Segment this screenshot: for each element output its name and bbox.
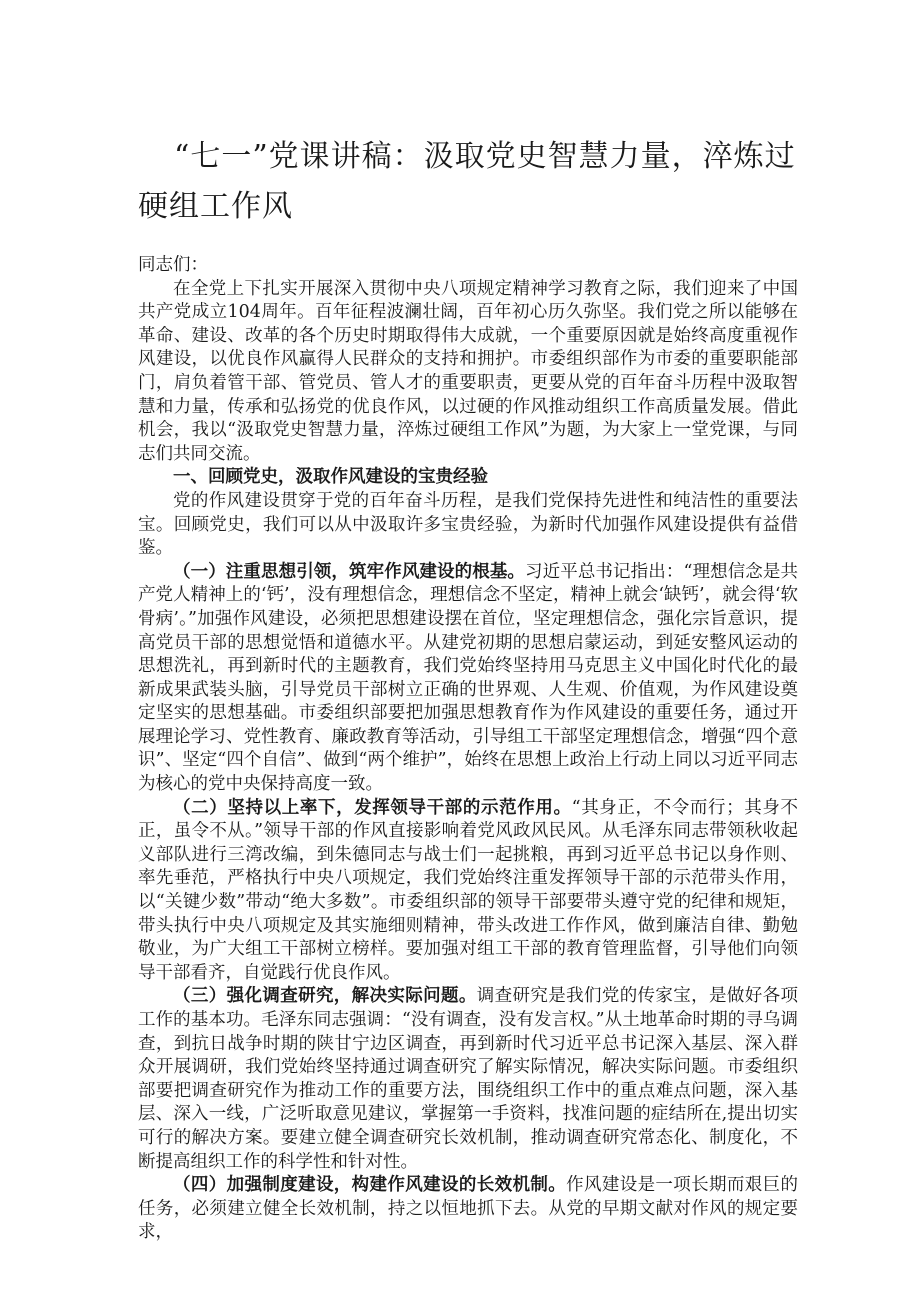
point-paragraph-3: [138, 985, 798, 1174]
salutation: 同志们：: [138, 255, 208, 275]
intro-paragraph: 在全党上下扎实开展深入贯彻中央八项规定精神学习教育之际，我们迎来了中国共产党成立104周年。百年征程波澜壮阔，百年初心历久弥坚。我们党之所以能够在革命、建设、改革的各个历史时期取得伟大成就，一个重要原因就是始终高度重视作风建设，以优良作风赢得人民群众的支持和拥护。市委组织部作为市委的重要职能部门，肩负着管干部、管党员、管人才的重要职责，更要从党的百年奋斗历程中汲取智慧和力量，传承和弘扬党的优良作风，以过硬的作风推动组织工作高质量发展。借此机会，我以“汲取党史智慧力量，淬炼过硬组工作风”为题，为大家上一堂党课，与同志们共同交流。: [138, 278, 798, 464]
point-body-1: 习近平总书记指出：“理想信念是共产党人精神上的‘钙’，没有理想信念，理想信念不坚定，精神上就会‘缺钙’，就会得‘软骨病’。”加强作风建设，必须把思想建设摆在首位，坚定理想信念，强化宗旨意识，提高党员干部的思想觉悟和道德水平。从建党初期的思想启蒙运动，到延安整风运动的思想洗礼，再到新时代的主题教育，我们党始终坚持用马克思主义中国化时代化的最新成果武装头脑，引导党员干部树立正确的世界观、人生观、价值观，为作风建设奠定坚实的思想基础。市委组织部要把加强思想教育作为作风建设的重要任务，通过开展理论学习、党性教育、廉政教育等活动，引导组工干部坚定理想信念，增强“四个意识”、坚定“四个自信”、做到“两个维护”，始终在思想上政治上行动上同以习近平同志为核心的党中央保持高度一致。: [138, 561, 798, 795]
point-lead-2: （二）坚持以上率下，发挥领导干部的示范作用。: [173, 797, 572, 818]
point-lead-4: （四）加强制度建设，构建作风建设的长效机制。: [173, 1175, 567, 1196]
section-intro-paragraph: 党的作风建设贯穿于党的百年奋斗历程，是我们党保持先进性和纯洁性的重要法宝。回顾党史，我们可以从中汲取许多宝贵经验，为新时代加强作风建设提供有益借鉴。: [138, 490, 798, 559]
point-paragraph-2: [138, 797, 798, 986]
document-page: [138, 132, 798, 1245]
point-lead-1: （一）注重思想引领，筑牢作风建设的根基。: [173, 561, 526, 582]
point-body-4: 作风建设是一项长期而艰巨的任务，必须建立健全长效机制，持之以恒地抓下去。从党的早期文献对作风的规定要求，: [138, 1175, 799, 1243]
point-paragraph-1: [138, 561, 798, 797]
point-lead-3: （三）强化调查研究，解决实际问题。: [173, 986, 477, 1007]
point-body-2: “其身正，不令而行；其身不正，虽令不从。”领导干部的作风直接影响着党风政风民风。从毛泽东同志带领秋收起义部队进行三湾改编，到朱德同志与战士们一起挑粮，再到习近平总书记以身作则、率先垂范，严格执行中央八项规定，我们党始终注重发挥领导干部的示范带头作用，以“关键少数”带动“绝大多数”。市委组织部的领导干部要带头遵守党的纪律和规矩，带头执行中央八项规定及其实施细则精神，带头改进工作作风，做到廉洁自律、勤勉敬业，为广大组工干部树立榜样。要加强对组工干部的教育管理监督，引导他们向领导干部看齐，自觉践行优良作风。: [138, 797, 798, 983]
point-paragraph-4: [138, 1174, 798, 1245]
section-heading: 一、回顾党史，汲取作风建设的宝贵经验: [173, 467, 488, 488]
document-title: “七一”党课讲稿：汲取党史智慧力量，淬炼过硬组工作风: [138, 139, 796, 224]
point-body-3: 调查研究是我们党的传家宝，是做好各项工作的基本功。毛泽东同志强调：“没有调查，没有发言权。”从土地革命时期的寻乌调查，到抗日战争时期的陕甘宁边区调查，再到新时代习近平总书记深入基层、深入群众开展调研，我们党始终坚持通过调查研究了解实际情况，解决实际问题。市委组织部要把调查研究作为推动工作的重要方法，围绕组织工作中的重点难点问题，深入基层、深入一线，广泛听取意见建议，掌握第一手资料，找准问题的症结所在,提出切实可行的解决方案。要建立健全调查研究长效机制，推动调查研究常态化、制度化，不断提高组织工作的科学性和针对性。: [138, 986, 798, 1172]
